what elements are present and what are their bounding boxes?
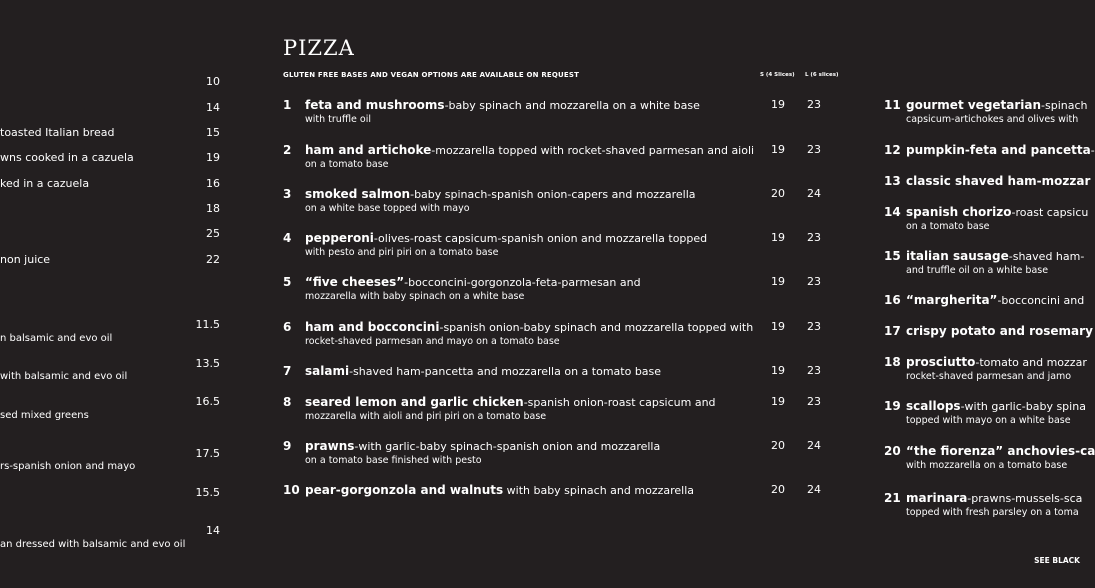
item-name: smoked salmon <box>305 187 411 201</box>
item-price: 22 <box>206 253 220 266</box>
item-description: -mozzarella topped with rocket-shaved parmesan and aioli <box>431 144 755 157</box>
section-subtitle: GLUTEN FREE BASES AND VEGAN OPTIONS ARE AVAILABLE ON REQUEST <box>283 71 580 79</box>
item-description: -bocconcini and <box>997 294 1085 307</box>
item-number: 5 <box>283 275 292 289</box>
item-description-line2: rocket-shaved parmesan and jamo <box>906 371 1072 382</box>
price-small: 19 <box>771 275 785 288</box>
item-description-line2: topped with mayo on a white base <box>906 415 1071 426</box>
item-description-line2: mozzarella with baby spinach on a white base <box>305 291 525 302</box>
item-description: -baby spinach-spanish onion-capers and mozzarella <box>410 188 696 201</box>
item-name: pepperoni <box>305 231 374 245</box>
section-title: PIZZA <box>283 36 355 60</box>
item-name: prosciutto <box>906 355 976 369</box>
item-price: 16.5 <box>195 395 220 408</box>
price-large: 23 <box>807 275 821 288</box>
price-small: 19 <box>771 98 785 111</box>
item-description: -with garlic-baby spina <box>960 400 1086 413</box>
item-description: with baby spinach and mozzarella <box>503 484 695 497</box>
item-name: feta and mushrooms <box>305 98 445 112</box>
item-description: ked in a cazuela <box>0 177 90 190</box>
item-price: 14 <box>206 101 220 114</box>
price-small: 20 <box>771 439 785 452</box>
item-price: 14 <box>206 524 220 537</box>
price-large: 24 <box>807 483 821 496</box>
item-name: ham and artichoke <box>305 143 432 157</box>
item-description: toasted Italian bread <box>0 126 115 139</box>
item-name: classic shaved ham-mozzar <box>906 174 1091 188</box>
item-description: -shaved ham- <box>1008 250 1085 263</box>
item-number: 4 <box>283 231 292 245</box>
item-description: wns cooked in a cazuela <box>0 151 134 164</box>
item-number: 3 <box>283 187 292 201</box>
price-small: 19 <box>771 395 785 408</box>
item-description: -baby spinach and mozzarella on a white base <box>444 99 700 112</box>
item-description-line2: with pesto and piri piri on a tomato base <box>305 247 499 258</box>
item-number: 9 <box>283 439 292 453</box>
item-name: seared lemon and garlic chicken <box>305 395 524 409</box>
item-number: 20 <box>884 444 901 458</box>
item-name: italian sausage <box>906 249 1009 263</box>
item-description: -olives-roast capsicum-spanish onion and mozzarella topped <box>373 232 708 245</box>
price-large: 24 <box>807 187 821 200</box>
item-price: 16 <box>206 177 220 190</box>
price-small: 19 <box>771 231 785 244</box>
item-price: 25 <box>206 227 220 240</box>
price-large: 23 <box>807 395 821 408</box>
item-description: -with garlic-baby spinach-spanish onion and mozzarella <box>354 440 661 453</box>
item-name: ham and bocconcini <box>305 320 440 334</box>
footer-note: SEE BLACK <box>1034 556 1080 565</box>
item-description: -spinach <box>1041 99 1088 112</box>
item-number: 11 <box>884 98 901 112</box>
item-price: 11.5 <box>195 318 220 331</box>
item-name: salami <box>305 364 350 378</box>
item-name: gourmet vegetarian <box>906 98 1042 112</box>
item-description: - <box>1090 144 1095 157</box>
item-number: 6 <box>283 320 292 334</box>
item-description: -tomato and mozzar <box>975 356 1087 369</box>
item-description-line2: mozzarella with aioli and piri piri on a tomato base <box>305 411 547 422</box>
item-name: “five cheeses” <box>305 275 405 289</box>
item-price: 18 <box>206 202 220 215</box>
item-name: “margherita” <box>906 293 998 307</box>
item-name: marinara <box>906 491 968 505</box>
item-name: scallops <box>906 399 961 413</box>
item-price: 15 <box>206 126 220 139</box>
item-number: 10 <box>283 483 300 497</box>
item-description: -bocconcini-gorgonzola-feta-parmesan and <box>404 276 641 289</box>
item-price: 10 <box>206 75 220 88</box>
item-number: 18 <box>884 355 901 369</box>
item-description: -spanish onion-baby spinach and mozzarella topped with <box>439 321 754 334</box>
item-description: an dressed with balsamic and evo oil <box>0 539 186 550</box>
item-description-line2: on a tomato base <box>906 221 990 232</box>
item-description: -roast capsicu <box>1011 206 1089 219</box>
price-small: 19 <box>771 143 785 156</box>
item-description: sed mixed greens <box>0 410 89 421</box>
item-price: 13.5 <box>195 357 220 370</box>
item-description-line2: on a tomato base <box>305 159 389 170</box>
item-number: 16 <box>884 293 901 307</box>
item-name: spanish chorizo <box>906 205 1012 219</box>
price-large: 24 <box>807 439 821 452</box>
price-large: 23 <box>807 364 821 377</box>
item-number: 21 <box>884 491 901 505</box>
right-menu-column <box>884 0 1095 588</box>
item-number: 15 <box>884 249 901 263</box>
item-number: 7 <box>283 364 292 378</box>
item-number: 13 <box>884 174 901 188</box>
price-small: 19 <box>771 364 785 377</box>
item-number: 19 <box>884 399 901 413</box>
item-description: -prawns-mussels-sca <box>967 492 1083 505</box>
price-small: 20 <box>771 483 785 496</box>
item-description-line2: topped with fresh parsley on a toma <box>906 507 1079 518</box>
item-description-line2: on a white base topped with mayo <box>305 203 470 214</box>
item-description: n balsamic and evo oil <box>0 333 113 344</box>
price-large: 23 <box>807 143 821 156</box>
item-name: pear-gorgonzola and walnuts <box>305 483 504 497</box>
item-price: 19 <box>206 151 220 164</box>
item-description-line2: rocket-shaved parmesan and mayo on a tomato base <box>305 336 560 347</box>
item-number: 8 <box>283 395 292 409</box>
item-description: with balsamic and evo oil <box>0 371 128 382</box>
item-description-line2: capsicum-artichokes and olives with <box>906 114 1079 125</box>
item-description-line2: with truffle oil <box>305 114 371 125</box>
price-small: 20 <box>771 187 785 200</box>
item-price: 17.5 <box>195 447 220 460</box>
item-number: 14 <box>884 205 901 219</box>
price-large: 23 <box>807 320 821 333</box>
item-description: -spanish onion-roast capsicum and <box>523 396 716 409</box>
item-name: crispy potato and rosemary <box>906 324 1093 338</box>
item-number: 12 <box>884 143 901 157</box>
price-large: 23 <box>807 231 821 244</box>
item-description: non juice <box>0 253 51 266</box>
item-description-line2: on a tomato base finished with pesto <box>305 455 482 466</box>
item-name: pumpkin-feta and pancetta <box>906 143 1091 157</box>
item-name: “the fiorenza” anchovies-ca <box>906 444 1095 458</box>
item-name: prawns <box>305 439 355 453</box>
price-small: 19 <box>771 320 785 333</box>
item-description: rs-spanish onion and mayo <box>0 461 136 472</box>
item-description-line2: with mozzarella on a tomato base <box>906 460 1068 471</box>
item-number: 2 <box>283 143 292 157</box>
size-small-header: S (4 Slices) <box>760 72 795 78</box>
item-description-line2: and truffle oil on a white base <box>906 265 1049 276</box>
price-large: 23 <box>807 98 821 111</box>
item-description: -shaved ham-pancetta and mozzarella on a tomato base <box>349 365 662 378</box>
item-price: 15.5 <box>195 486 220 499</box>
size-large-header: L (6 slices) <box>805 72 839 78</box>
item-number: 17 <box>884 324 901 338</box>
item-number: 1 <box>283 98 292 112</box>
